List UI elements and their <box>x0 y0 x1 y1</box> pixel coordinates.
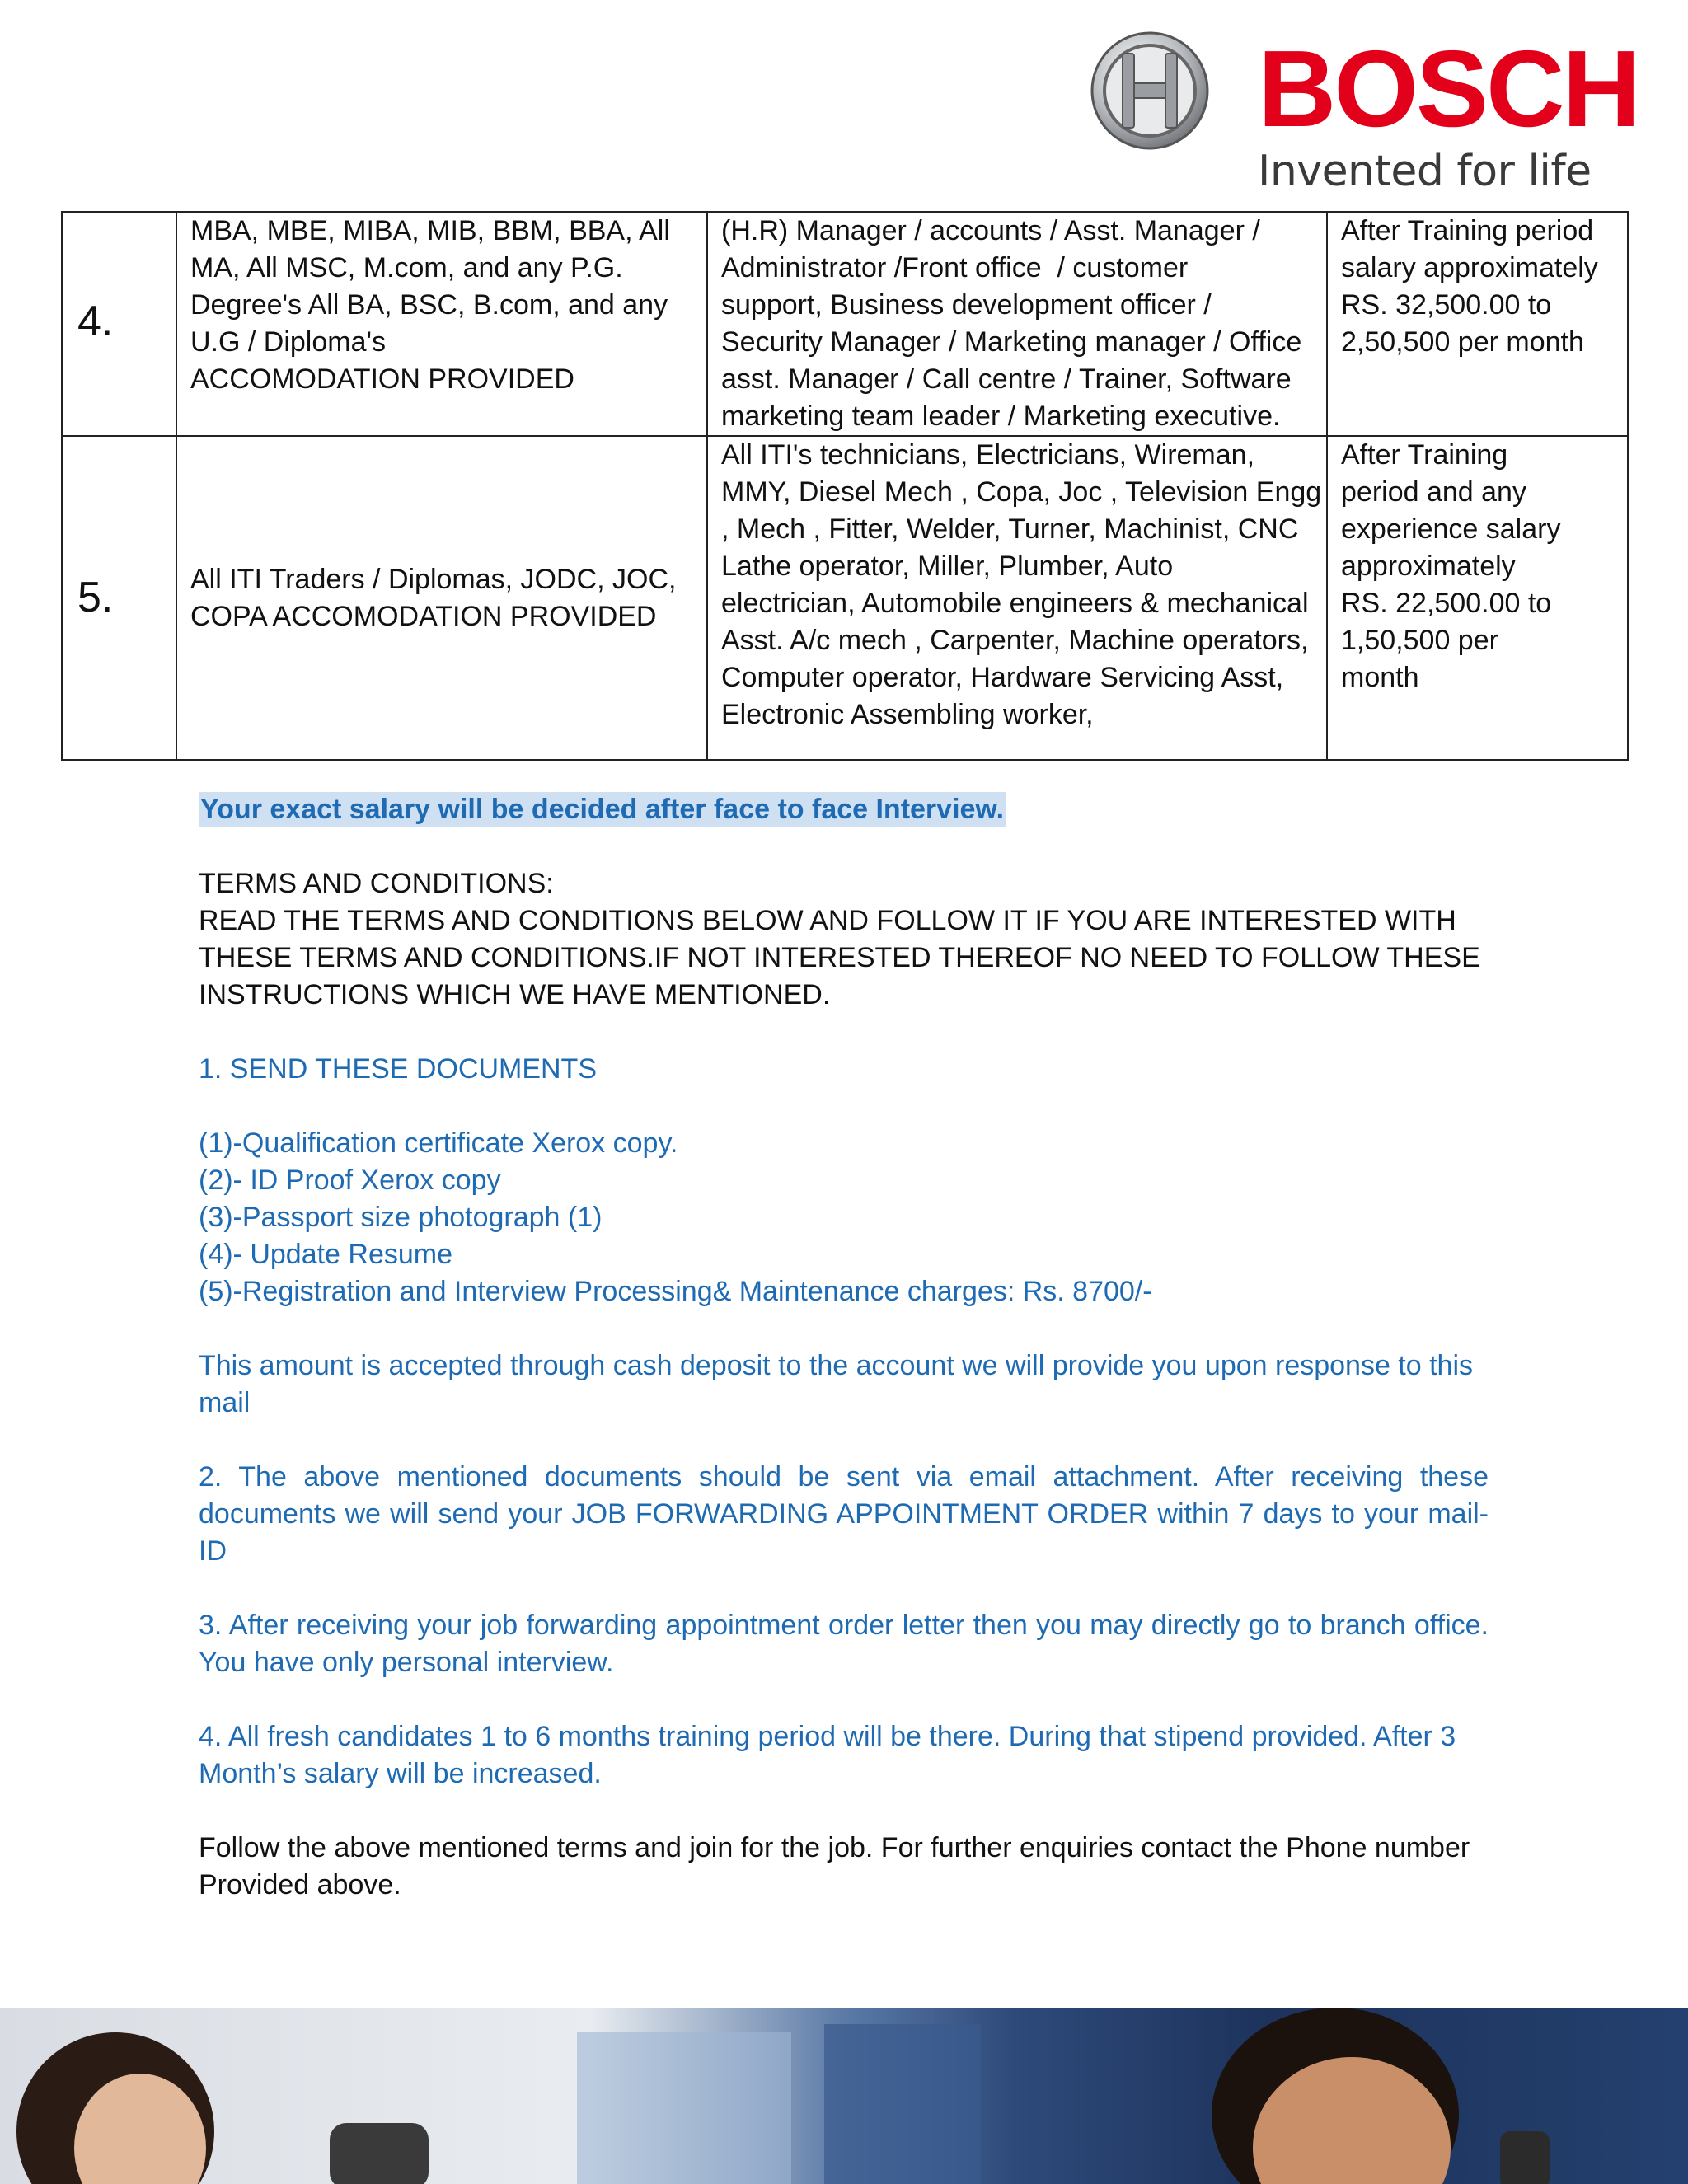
salary-cell <box>1327 436 1628 760</box>
salary-notice <box>199 791 1489 828</box>
position-line: MMY, Diesel Mech , Copa, Joc , Television Engg <box>721 476 1322 508</box>
salary-line: period and any <box>1341 476 1526 508</box>
qualification-line: MBA, MBE, MIBA, MIB, BBM, BBA, All <box>190 215 670 246</box>
position-line: Lathe operator, Miller, Plumber, Auto <box>721 551 1174 582</box>
qualification-line: MA, All MSC, M.com, and any P.G. <box>190 252 623 284</box>
document-item: (2)- ID Proof Xerox copy <box>199 1165 501 1196</box>
position-line: (H.R) Manager / accounts / Asst. Manager / <box>721 215 1260 246</box>
brand-name: BOSCH <box>1258 28 1639 149</box>
qualification-line: COPA ACCOMODATION PROVIDED <box>190 600 657 632</box>
step-1: 1. SEND THESE DOCUMENTS <box>199 1053 598 1085</box>
document-item: (3)-Passport size photograph (1) <box>199 1202 603 1233</box>
position-line: electrician, Automobile engineers & mechanical <box>721 588 1309 619</box>
qualification-line: ACCOMODATION PROVIDED <box>190 363 574 395</box>
salary-line: approximately <box>1341 551 1516 582</box>
document-item: (4)- Update Resume <box>199 1239 453 1270</box>
step-4: 4. All fresh candidates 1 to 6 months training period will be there. During that stipend provided. After 3 Month’s salary will be increased. <box>199 1721 1456 1789</box>
qualification-line: All ITI Traders / Diplomas, JODC, JOC, <box>190 563 677 595</box>
table-row <box>62 212 1628 436</box>
step-3: 3. After receiving your job forwarding appointment order letter then you may directly go to branch office. You have only personal interview. <box>199 1610 1489 1678</box>
step-2: 2. The above mentioned documents should be sent via email attachment. After receiving these documents we will send your JOB FORWARDING APPOINTMENT ORDER within 7 days to your mail-ID <box>199 1461 1489 1567</box>
table-row <box>62 436 1628 760</box>
terms-heading: TERMS AND CONDITIONS: <box>199 868 554 899</box>
position-line: Asst. A/c mech , Carpenter, Machine operators, <box>721 625 1309 656</box>
brand-logo <box>1080 25 1639 202</box>
office-people-photo <box>0 2008 1688 2184</box>
salary-line: salary approximately <box>1341 252 1598 284</box>
salary-line: 1,50,500 per <box>1341 625 1498 656</box>
closing-text: Follow the above mentioned terms and join for the job. For further enquiries contact the Phone number Provided above. <box>199 1832 1470 1900</box>
salary-line: month <box>1341 662 1419 693</box>
qualification-line: Degree's All BA, BSC, B.com, and any <box>190 289 668 321</box>
position-line: marketing team leader / Marketing executive. <box>721 401 1281 432</box>
payment-note: This amount is accepted through cash deposit to the account we will provide you upon response to this mail <box>199 1350 1474 1418</box>
position-line: Security Manager / Marketing manager / Office <box>721 326 1302 358</box>
salary-line: After Training period <box>1341 215 1594 246</box>
position-line: support, Business development officer / <box>721 289 1212 321</box>
position-line: Computer operator, Hardware Servicing Asst, <box>721 662 1284 693</box>
jobs-table <box>61 211 1629 761</box>
document-item: (1)-Qualification certificate Xerox copy. <box>199 1127 678 1159</box>
position-line: , Mech , Fitter, Welder, Turner, Machinist, CNC <box>721 513 1299 545</box>
position-line: Administrator /Front office / customer <box>721 252 1189 284</box>
salary-line: 2,50,500 per month <box>1341 326 1584 358</box>
salary-notice-text: Your exact salary will be decided after face to face Interview. <box>200 794 1005 825</box>
salary-cell <box>1327 212 1628 436</box>
footer-photo-banner <box>0 2008 1688 2184</box>
qualification-cell <box>176 436 707 760</box>
salary-line: RS. 22,500.00 to <box>1341 588 1552 619</box>
position-line: asst. Manager / Call centre / Trainer, Software <box>721 363 1292 395</box>
qualification-line: U.G / Diploma's <box>190 326 386 358</box>
positions-cell <box>707 212 1327 436</box>
row-number: 4. <box>62 212 176 436</box>
document-item: (5)-Registration and Interview Processing& Maintenance charges: Rs. 8700/- <box>199 1276 1152 1307</box>
salary-line: After Training <box>1341 439 1508 471</box>
salary-line: RS. 32,500.00 to <box>1341 289 1552 321</box>
salary-line: experience salary <box>1341 513 1561 545</box>
row-number: 5. <box>62 436 176 760</box>
position-line: Electronic Assembling worker, <box>721 699 1094 730</box>
terms-intro: READ THE TERMS AND CONDITIONS BELOW AND FOLLOW IT IF YOU ARE INTERESTED WITH THESE TERMS AND CONDITIONS.IF NOT INTERESTED THEREOF NO NEED TO FOLLOW THESE INSTRUCTIONS WHICH WE HAVE MENTIONED. <box>199 905 1480 1010</box>
qualification-cell <box>176 212 707 436</box>
position-line: All ITI's technicians, Electricians, Wireman, <box>721 439 1255 471</box>
positions-cell <box>707 436 1327 760</box>
terms-section <box>199 791 1489 1904</box>
bosch-armature-emblem-icon <box>1088 29 1212 152</box>
brand-tagline: Invented for life <box>1258 147 1592 196</box>
